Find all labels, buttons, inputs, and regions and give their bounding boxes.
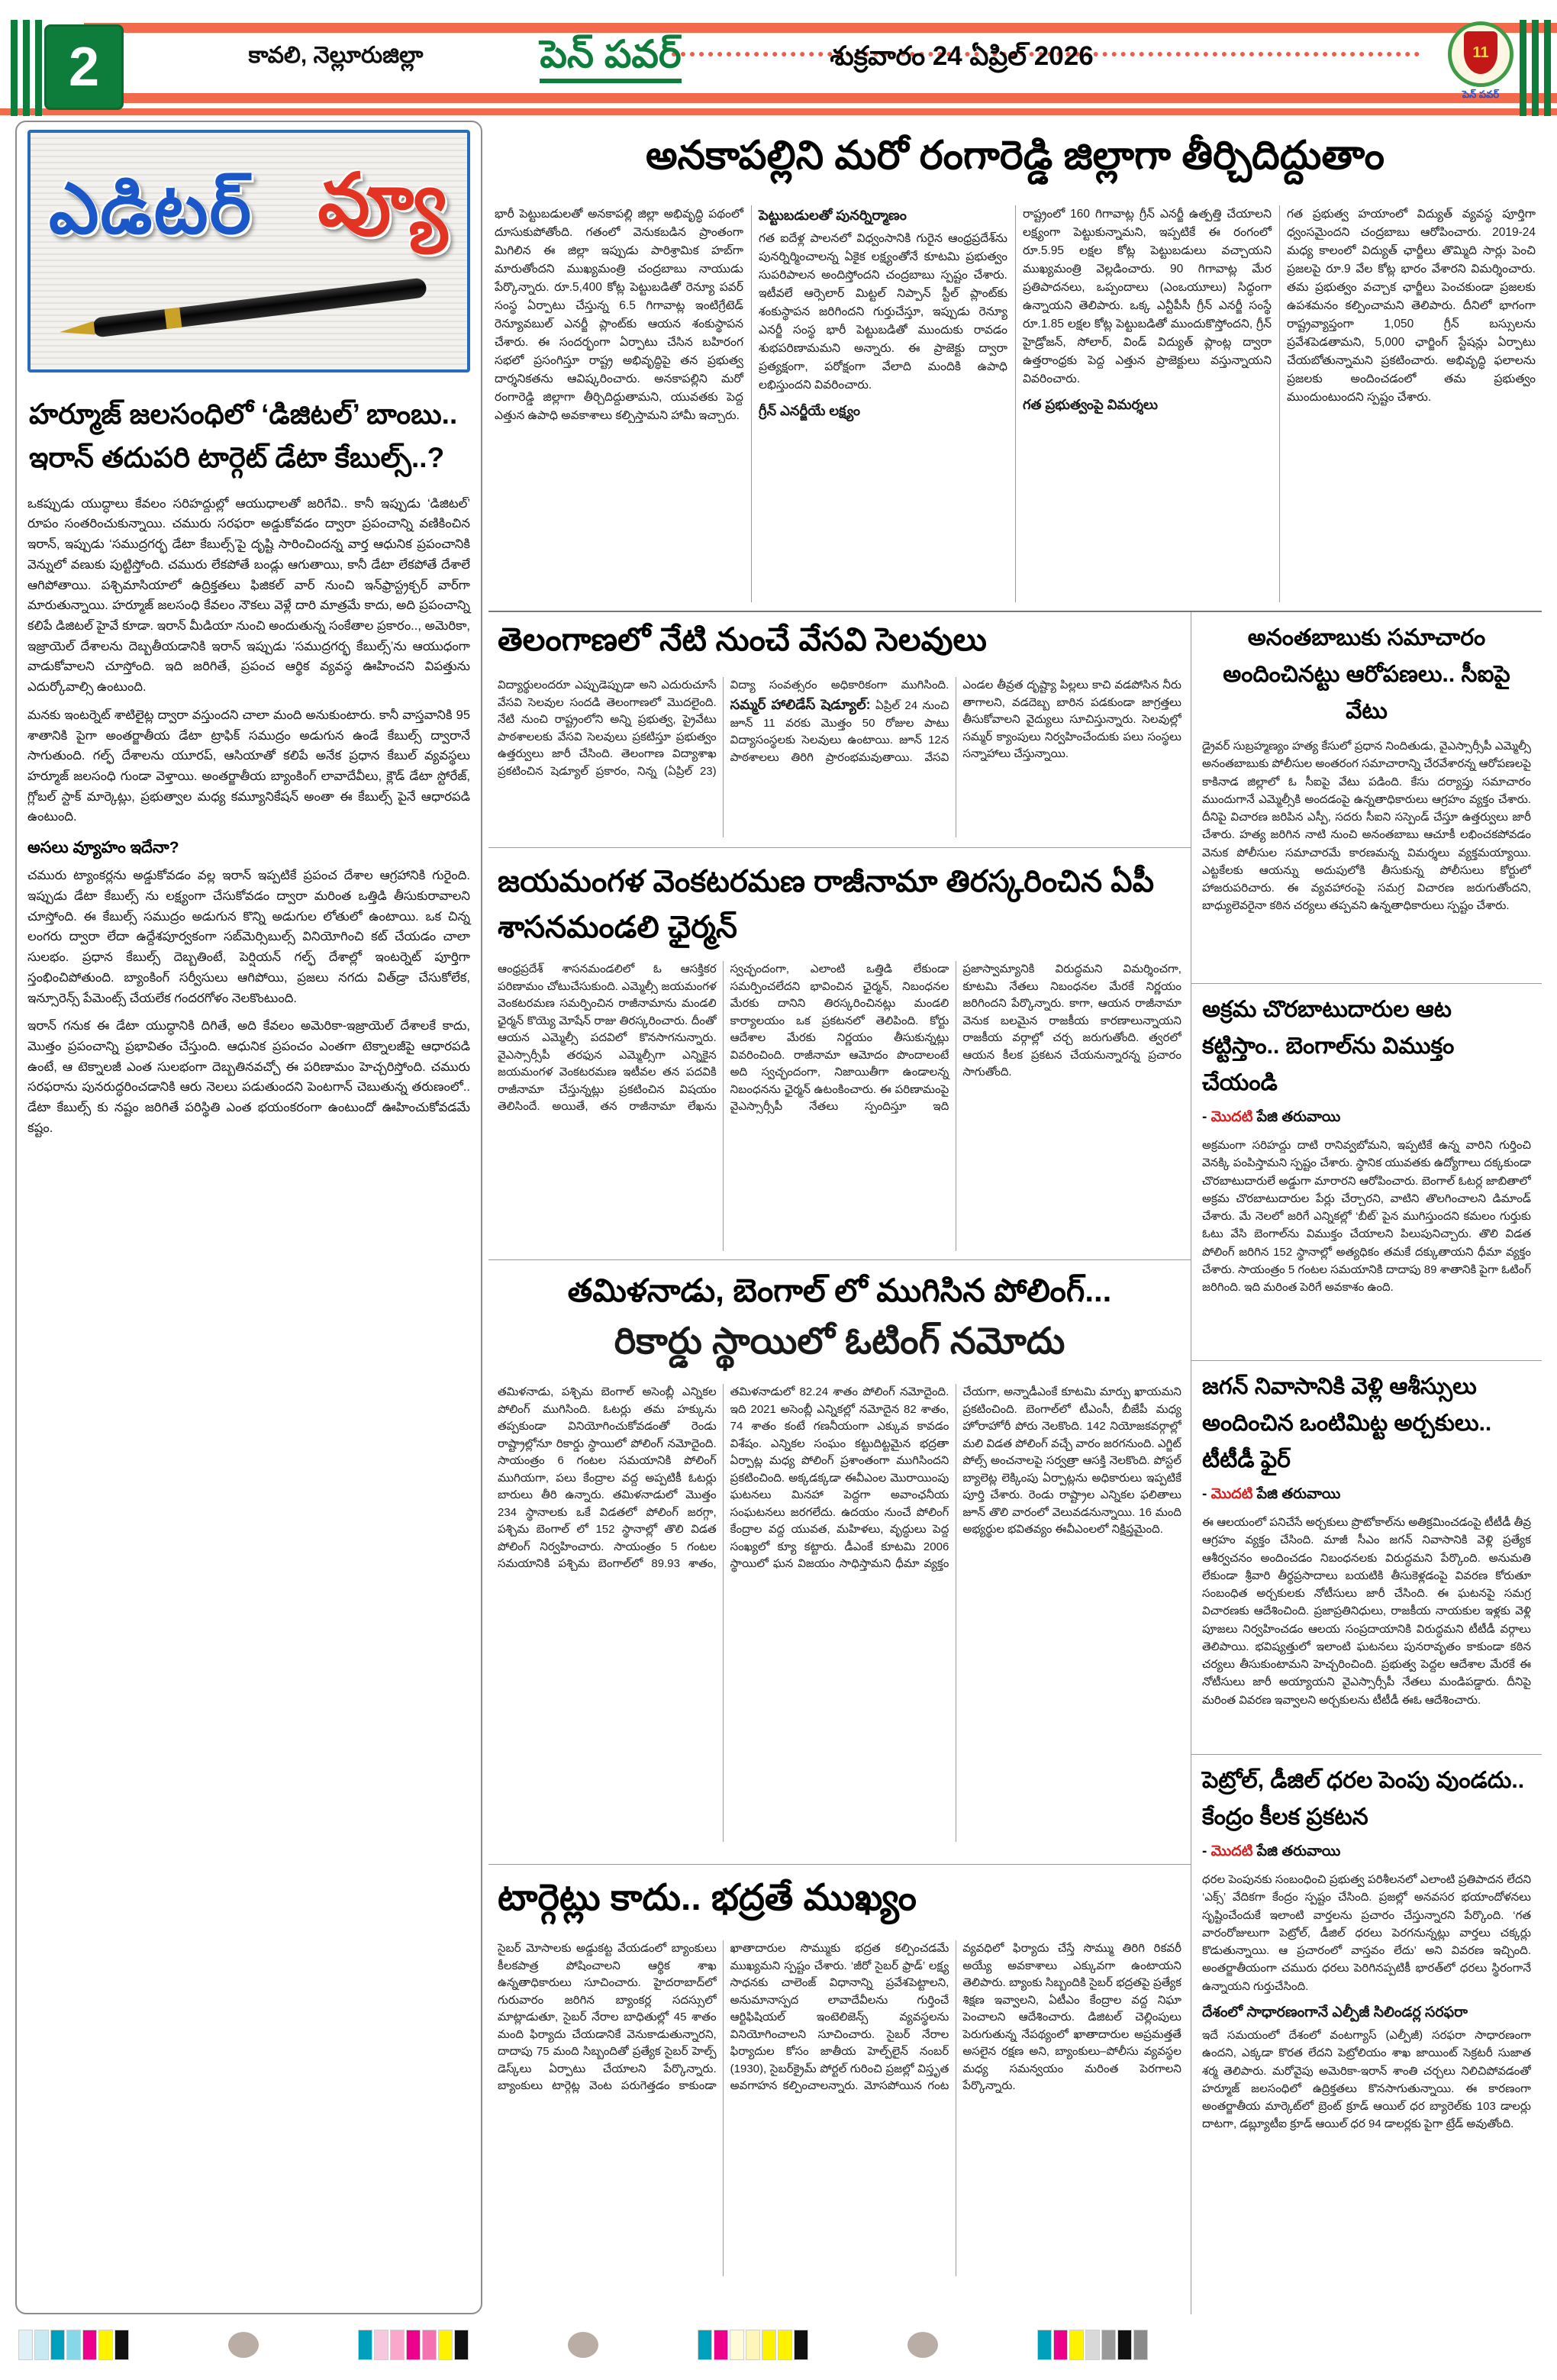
color-swatch: [34, 2330, 49, 2360]
color-swatch: [390, 2330, 405, 2360]
article-headline-line-1: తమిళనాడు, బెంగాల్ లో ముగిసిన పోలింగ్...: [567, 1272, 1112, 1308]
color-swatch: [714, 2330, 728, 2360]
editorial-subhead: అసలు వ్యూహం ఇదేనా?: [27, 839, 179, 857]
color-swatch: [1101, 2330, 1116, 2360]
schedule-label: సమ్మర్ హాలిడేస్ షెడ్యూల్:: [730, 696, 871, 712]
color-swatch: [358, 2330, 372, 2360]
color-swatch: [730, 2330, 744, 2360]
rail-headline: జగన్ నివాసానికి వెళ్లి ఆశీస్సులు అందించిన ఒంటిమిట్ట అర్చకులు.. టీటీడీ ఫైర్: [1202, 1374, 1492, 1472]
rail-paragraph: ధరల పెంపునకు సంబంధించి ప్రభుత్వ పరిశీలనలో ఎలాంటి ప్రతిపాదన లేదని ‘ఎక్స్’ వేదికగా కేంద్రం స్పష్టం చేసింది. ప్రజల్లో అనవసర భయాందోళనలు సృష్టించేందుకే ఇలాంటి వార్తలను ప్రచారం చేస్తున్నారని పేర్కొంది. ‘గత వారంరోజులుగా పెట్రోల్, డీజిల్ ధరలు పెరగనున్నట్లు వార్తలు చక్కర్లు కొడుతున్నాయి. ఆ ప్రచారంలో వాస్తవం లేదు’ అని వివరణ ఇచ్చింది. అంతర్జాతీయంగా చమురు ధరలు పెరిగినప్పటికీ భారత్‌లో ధరలు స్థిరంగానే ఉన్నాయని గుర్తుచేసింది.: [1202, 1873, 1531, 1993]
editorial-body: [27, 494, 470, 1139]
edition-date: శుక్రవారం 24 ఏప్రిల్ 2026: [830, 41, 1094, 71]
color-bar-group: [358, 2330, 469, 2360]
registration-blob: [228, 2332, 259, 2358]
logo-label: పెన్ పవర్: [1462, 89, 1500, 100]
color-swatch: [438, 2330, 453, 2360]
logo-wreath-icon: [1448, 21, 1513, 87]
color-bar-group: [1037, 2330, 1148, 2360]
continued-from-page-one: - మొదటి పేజి తరువాయి: [1202, 1486, 1341, 1502]
masthead-rule-bottom-2: [0, 108, 1557, 115]
masthead-rule-bottom: [84, 93, 1557, 103]
editor-banner-word-1: ఎడిటర్: [49, 170, 253, 248]
color-swatch: [454, 2330, 469, 2360]
editor-banner-word-2: వ్యూ: [318, 160, 447, 241]
article-paragraph: సైబర్ మోసాలకు అడ్డుకట్ట వేయడంలో బ్యాంకులు కీలకపాత్ర పోషించాలని ఆర్థిక శాఖ ఉన్నతాధికారులు సూచించారు. హైదరాబాద్‌లో గురువారం జరిగిన బ్యాంకర్ల సదస్సులో మాట్లాడుతూ, సైబర్ నేరాల బాధితుల్లో 45 శాతం మంది ఫిర్యాదు చేయడానికే వెనుకాడుతున్నారని, దాదాపు 75 మంది సిబ్బందితో ప్రత్యేక సైబర్ హెల్ప్ డెస్క్‌లు ఏర్పాటు చేయాలని పేర్కొన్నారు. బ్యాంకులు టార్గెట్ల వెంట పరుగెత్తడం కాకుండా ఖాతాదారుల సొమ్ముకు భద్రత కల్పించడమే ముఖ్యమని స్పష్టం చేశారు. ‘జీరో సైబర్ ఫ్రాడ్’ లక్ష్య సాధనకు చాలెంజ్ విధానాన్ని ప్రవేశపెట్టాలని, అనుమానాస్పద లావాదేవీలను గుర్తించే ఆర్టిఫిషియల్ ఇంటెలిజెన్స్ వ్యవస్థలను వినియోగించాలని సూచించారు. సైబర్ నేరాల ఫిర్యాదుల కోసం జాతీయ హెల్ప్‌లైన్ నంబర్ (1930), సైబర్‌క్రైమ్ పోర్టల్ గురించి ప్రజల్లో విస్తృత అవగాహన కల్పించాలన్నారు. మోసపోయిన గంట వ్యవధిలో ఫిర్యాదు చేస్తే సొమ్ము తిరిగి రికవరీ అయ్యే అవకాశాలు ఎక్కువగా ఉంటాయని తెలిపారు. బ్యాంకు సిబ్బందికి సైబర్ భద్రతపై ప్రత్యేక శిక్షణ ఇవ్వాలని, ఏటీఎం కేంద్రాల వద్ద నిఘా పెంచాలని ఆదేశించారు. డిజిటల్ చెల్లింపులు పెరుగుతున్న నేపథ్యంలో ఖాతాదారుల అప్రమత్తతే అసలైన రక్షణ అని, బ్యాంకులు–పోలీసు వ్యవస్థల మధ్య సమన్వయం మరింత పెరగాలని పేర్కొన్నారు.: [498, 1942, 1181, 2092]
color-bar-group: [18, 2330, 129, 2360]
rail-body: ఈ ఆలయంలో పనిచేసే అర్చకులు ప్రొటోకాల్‌ను అతిక్రమించడంపై టీటీడీ తీవ్ర ఆగ్రహం వ్యక్తం చేసింది. మాజీ సీఎం జగన్ నివాసానికి వెళ్లి ప్రత్యేక ఆశీర్వచనం అందించడం నిబంధనలకు విరుద్ధమని పేర్కొంది. అనుమతి లేకుండా శ్రీవారి తీర్థప్రసాదాలు బయటికి తీసుకెళ్లడంపై వివరణ కోరుతూ సంబంధిత అర్చకులకు నోటీసులు జారీ చేసింది. ఈ ఘటనపై సమగ్ర విచారణకు ఆదేశించింది. ప్రజాప్రతినిధులు, రాజకీయ నాయకుల ఇళ్లకు వెళ్లి పూజలు నిర్వహించడం ఆలయ సంప్రదాయానికి విరుద్ధమని టీటీడీ వర్గాలు తెలిపాయి. భవిష్యత్తులో ఇలాంటి ఘటనలు పునరావృతం కాకుండా కఠిన చర్యలు తీసుకుంటామని హెచ్చరించింది. ప్రభుత్వ పెద్దల ఆదేశాల మేరకే ఈ నోటీసులు జారీ అయ్యాయని వైఎస్సార్సీపీ నేతలు మండిపడ్డారు. దీనిపై మరింత వివరణ ఇవ్వాలని అర్చకులను టీటీడీ ఈఓ ఆదేశించారు.: [1202, 1516, 1531, 1707]
color-swatch: [18, 2330, 33, 2360]
continued-red-word: మొదటి: [1210, 1486, 1253, 1502]
lead-subhead-3: గత ప్రభుత్వంపై విమర్శలు: [1023, 397, 1159, 413]
rail-subhead: దేశంలో సాధారణంగానే ఎల్పీజీ సిలిండర్ల సరఫరా: [1202, 2004, 1468, 2020]
article-paragraph: ఏప్రిల్ 24 నుంచి జూన్ 11 వరకు మొత్తం 50 రోజుల పాటు విద్యాసంస్థలకు సెలవులు ఉంటాయి. జూన్ 12న పాఠశాలలు తిరిగి ప్రారంభమవుతాయి. వేసవి ఎండల తీవ్రత దృష్ట్యా పిల్లలు కాచి వడపోసిన నీరు తాగాలని, వడదెబ్బ బారిన పడకుండా జాగ్రత్తలు తీసుకోవాలని వైద్యులు సూచిస్తున్నారు. సెలవుల్లో సమ్మర్ క్యాంపులు నిర్వహించేందుకు పలు సంస్థలు సన్నాహాలు చేస్తున్నాయి.: [730, 679, 1181, 764]
article-polling-record: [488, 1259, 1191, 1864]
rail-body: అక్రమంగా సరిహద్దు దాటి రానివ్వబోమని, ఇప్పటికే ఉన్న వారిని గుర్తించి వెనక్కి పంపిస్తామని స్పష్టం చేశారు. స్థానిక యువతకు ఉద్యోగాలు దక్కకుండా చొరబాటుదారులే అడ్డుగా మారారని ఆరోపించారు. బెంగాల్ ఓటర్ల జాబితాలో అక్రమ చొరబాటుదారుల పేర్లు చేర్చారని, వాటిని తొలగించాలని డిమాండ్ చేశారు. మే నెలలో జరిగే ఎన్నికల్లో ‘బీట్’ పైన ముగిస్తుందని కమలం గుర్తుకు ఓటు వేసి బెంగాల్‌ను విముక్తం చేయాలని పిలుపునిచ్చారు. తొలి విడత పోలింగ్ జరిగిన 152 స్థానాల్లో అత్యధికం తమకే దక్కుతాయని ధీమా వ్యక్తం చేశారు. సాయంత్రం 5 గంటల సమయానికి దాదాపు 89 శాతానికి పైగా ఓటింగ్ జరిగింది. ఇది మరింత పెరిగే అవకాశం ఉంది.: [1202, 1139, 1531, 1294]
color-swatch: [762, 2330, 776, 2360]
article-body: [498, 961, 1181, 1251]
lead-subhead-1: పెట్టుబడులతో పునర్నిర్మాణం: [759, 208, 907, 223]
continued-red-word: మొదటి: [1210, 1109, 1253, 1125]
color-swatch: [1037, 2330, 1052, 2360]
lead-paragraph: గత ప్రభుత్వ హయాంలో విద్యుత్ వ్యవస్థ పూర్తిగా ధ్వంసమైందని చంద్రబాబు ఆరోపించారు. 2019-24 మధ్య కాలంలో విద్యుత్ ఛార్జీలు తొమ్మిది సార్లు పెంచి ప్రజలపై రూ.9 వేల కోట్ల భారం వేశారని విమర్శించారు. తమ ప్రభుత్వం వచ్చాక ఛార్జీలు పెంచకుండా ప్రజలకు ఉపశమనం కల్పించామని తెలిపారు. దీనిలో భాగంగా రాష్ట్రవ్యాప్తంగా 1,050 గ్రీన్ బస్సులను ప్రవేశపెడతామని, 5,000 ఛార్జింగ్ స్టేషన్లు ఏర్పాటు చేయబోతున్నామని ప్రకటించారు. అభివృద్ధి ఫలాలను ప్రజలకు అందించడంలో తమ ప్రభుత్వం ముందుంటుందని స్పష్టం చేశారు.: [1287, 208, 1536, 405]
lead-paragraph: గత ఐదేళ్ల పాలనలో విధ్వంసానికి గురైన ఆంధ్రప్రదేశ్‌ను పునర్నిర్మించాలన్న ఏకైక లక్ష్యంతోనే కూటమి ప్రభుత్వం సుపరిపాలన అందిస్తోందని చంద్రబాబు స్పష్టం చేశారు. ఇటీవలే ఆర్సెలార్ మిట్టల్ నిప్పాన్ స్టీల్ ప్లాంట్‌కు శంకుస్థాపన జరిగిందని గుర్తుచేస్తూ, ఇప్పుడు రెన్యూ ఎనర్జీ సంస్థ భారీ పెట్టుబడితో ముందుకు రావడం శుభపరిణామమని అన్నారు. ఈ ప్రాజెక్టు ద్వారా ప్రత్యక్షంగా, పరోక్షంగా వేలాది మందికి ఉపాధి లభిస్తుందని వివరించారు.: [759, 231, 1007, 392]
lead-body: [495, 205, 1536, 602]
color-swatch: [66, 2330, 81, 2360]
masthead: [0, 20, 1557, 116]
logo-shield-icon: [1464, 31, 1497, 74]
editorial-paragraph: ఒకప్పుడు యుద్ధాలు కేవలం సరిహద్దుల్లో ఆయుధాలతో జరిగేవి.. కానీ ఇప్పుడు ‘డిజిటల్’ రూపం సంతరించుకున్నాయి. చమురు సరఫరా అడ్డుకోవడం ద్వారా ప్రపంచాన్ని వణికించిన ఇరాన్, ఇప్పుడు ‘సముద్రగర్భ డేటా కేబుల్స్’పై దృష్టి సారించిందన్న వార్త ఆధునిక ప్రపంచానికి వెన్నులో వణుకు పుట్టిస్తోంది. చమురు లేకపోతే బండ్లు ఆగుతాయి, కానీ డేటా లేకపోతే దేశాలే ఆగిపోతాయి. పశ్చిమాసియాలో ఉద్రిక్తతలు ఫిజికల్ వార్ నుంచి ఇన్‌ఫ్రాస్ట్రక్చర్ వార్‌గా మారుతున్నాయి. హర్మూజ్ జలసంధి కేవలం నౌకలు వెళ్లే దారి మాత్రమే కాదు, అది ప్రపంచాన్ని కలిపే డిజిటల్ హైవే కూడా. ఇరాన్ మీడియా నుంచి అందుతున్న సంకేతాల ప్రకారం.., అమెరికా, ఇజ్రాయెల్ దేశాలను దెబ్బతీయడానికి ఇరాన్ ఇప్పుడు ‘సముద్రగర్భ కేబుల్స్’ను ఆయుధంగా వాడుకోవాలని చూస్తోంది. ఇది జరిగితే, ప్రపంచ ఆర్థిక వ్యవస్థ ఊహించని విపత్తును ఎదుర్కోవాల్సి ఉంటుంది.: [27, 496, 470, 695]
lower-section: [488, 611, 1542, 2314]
rail-paragraph: ఇదే సమయంలో దేశంలో వంటగ్యాస్ (ఎల్పీజీ) సరఫరా సాధారణంగా ఉందని, ఎక్కడా కొరత లేదని పెట్రోలియం శాఖ జాయింట్ సెక్రటరీ సుజాత శర్మ తెలిపారు. మరోవైపు అమెరికా-ఇరాన్ శాంతి చర్చలు నిలిచిపోవడంతో హర్మూజ్ జలసంధిలో ఉద్రిక్తతలు కొనసాగుతున్నాయి. ఈ కారణంగా అంతర్జాతీయ మార్కెట్‌లో బ్రెంట్ క్రూడ్ ఆయిల్ ధర బ్యారెల్‌కు 103 డాలర్లు దాటగా, డబ్ల్యూటీఐ క్రూడ్ ఆయిల్ ధర 94 డాలర్లకు పైగా ట్రేడ్ అవుతోంది.: [1202, 2029, 1531, 2131]
article-headline: తెలంగాణలో నేటి నుంచే వేసవి సెలవులు: [498, 621, 987, 657]
color-swatch: [1085, 2330, 1100, 2360]
color-swatch: [1069, 2330, 1084, 2360]
article-jayamangala-resignation: [488, 847, 1191, 1259]
rail-headline: పెట్రోల్, డీజిల్ ధరల పెంపు వుండదు.. కేంద్రం కీలక ప్రకటన: [1202, 1768, 1525, 1830]
lead-article: [488, 121, 1542, 611]
continued-from-page-one: - మొదటి పేజి తరువాయి: [1202, 1109, 1341, 1125]
article-body: [498, 1384, 1181, 1842]
color-swatch: [114, 2330, 129, 2360]
editorial-paragraph: మనకు ఇంటర్నెట్ శాటిలైట్ల ద్వారా వస్తుందని చాలా మంది అనుకుంటారు. కానీ వాస్తవానికి 95 శాతానికి పైగా అంతర్జాతీయ డేటా ట్రాఫిక్ సముద్రం అడుగున ఉండే కేబుల్స్ ద్వారానే సాగుతుంది. గల్ఫ్ దేశాలను యూరప్, ఆసియాతో కలిపే అనేక ప్రధాన కేబుల్ వ్యవస్థలు హర్మూజ్ జలసంధి గుండా వెళ్తాయి. అంతర్జాతీయ బ్యాంకింగ్ లావాదేవీలు, క్లౌడ్ డేటా స్టోరేజ్, గ్లోబల్ స్టాక్ మార్కెట్లు, ప్రభుత్వాల మధ్య కమ్యూనికేషన్ అంతా ఈ కేబుల్స్ పైనే ఆధారపడి ఉంటుంది.: [27, 708, 470, 824]
color-swatch: [1133, 2330, 1148, 2360]
color-swatch: [1053, 2330, 1068, 2360]
article-paragraph: విద్యార్థులందరూ ఎప్పుడెప్పుడా అని ఎదురుచూసే వేసవి సెలవుల సందడి తెలంగాణలో మొదలైంది. నేటి నుంచి రాష్ట్రంలోని అన్ని ప్రభుత్వ, ప్రైవేటు పాఠశాలలకు వేసవి సెలవులు ప్రకటిస్తూ ప్రభుత్వం ఉత్తర్వులు జారీ చేసింది. తెలంగాణ విద్యాశాఖ ప్రకటించిన షెడ్యూల్ ప్రకారం, నిన్న (ఏప్రిల్ 23) విద్యా సంవత్సరం అధికారికంగా ముగిసింది.: [498, 679, 949, 778]
rail-article-ttd-fire: [1191, 1360, 1542, 1754]
editor-view-banner: [27, 130, 470, 372]
rail-article-fuel-prices: [1191, 1754, 1542, 2314]
rail-body: [1202, 1871, 1531, 2133]
rail-headline: అక్రమ చొరబాటుదారుల ఆట కట్టిస్తాం.. బెంగాల్‌ను విముక్తం చేయండి: [1202, 997, 1455, 1095]
fountain-pen-icon: [92, 277, 427, 337]
color-swatch: [698, 2330, 712, 2360]
page-content: [15, 121, 1542, 2314]
editor-view-column: [15, 121, 482, 2314]
article-cyber-safety: [488, 1864, 1191, 2314]
article-headline-line-2: రికార్డు స్థాయిలో ఓటింగ్ నమోదు: [614, 1321, 1065, 1362]
rail-article-ci-suspension: [1191, 612, 1542, 983]
registration-blob: [568, 2332, 598, 2358]
edition-location: కావలి, నెల్లూరుజిల్లా: [248, 43, 424, 68]
article-body: [498, 1940, 1181, 2276]
color-swatch: [50, 2330, 65, 2360]
color-swatch: [98, 2330, 113, 2360]
logo-badge-number: 11: [1472, 44, 1489, 61]
color-swatch: [422, 2330, 437, 2360]
registration-blob: [907, 2332, 938, 2358]
print-marks: [18, 2330, 1148, 2360]
article-headline: టార్గెట్లు కాదు.. భద్రతే ముఖ్యం: [498, 1878, 917, 1918]
article-headline: జయమంగళ వెంకటరమణ రాజీనామా తిరస్కరించిన ఏపీ శాసనమండలి ఛైర్మన్: [498, 865, 1155, 944]
color-swatch: [82, 2330, 97, 2360]
lead-headline: అనకాపల్లిని మరో రంగారెడ్డి జిల్లాగా తీర్చిదిద్దుతాం: [645, 134, 1385, 178]
color-bar-group: [698, 2330, 808, 2360]
article-paragraph: ఆంధ్రప్రదేశ్ శాసనమండలిలో ఓ ఆసక్తికర పరిణామం చోటుచేసుకుంది. ఎమ్మెల్సీ జయమంగళ వెంకటరమణ సమర్పించిన రాజీనామాను మండలి ఛైర్మన్ కొయ్యె మోషేన్ రాజు తిరస్కరించారు. దీంతో ఆయన ఎమ్మెల్సీ పదవిలో కొనసాగనున్నారు. వైఎస్సార్సీపీ తరఫున ఎమ్మెల్సీగా ఎన్నికైన జయమంగళ వెంకటరమణ ఇటీవల తన పదవికి రాజీనామా చేస్తున్నట్లు ప్రకటించిన విషయం తెలిసిందే. అయితే, తన రాజీనామా లేఖను స్వచ్ఛందంగా, ఎలాంటి ఒత్తిడి లేకుండా సమర్పించలేదని భావించిన ఛైర్మన్, నిబంధనల మేరకు దానిని తిరస్కరించినట్లు మండలి కార్యాలయం ఒక ప్రకటనలో తెలిపింది. కోర్టు ఆదేశాల మేరకు నిర్ణయం తీసుకున్నట్లు వివరించింది. రాజీనామా ఆమోదం పొందాలంటే అది స్వచ్ఛందంగా, నిజాయితీగా ఉండాలన్న నిబంధనను ఛైర్మన్ ఉటంకించారు. ఈ పరిణామంపై వైఎస్సార్సీపీ నేతలు స్పందిస్తూ ఇది ప్రజాస్వామ్యానికి విరుద్ధమని విమర్శించగా, కూటమి నేతలు నిబంధనల మేరకే నిర్ణయం జరిగిందని పేర్కొన్నారు. కాగా, ఆయన రాజీనామా వెనుక బలమైన రాజకీయ కారణాలున్నాయని రాజకీయ వర్గాల్లో చర్చ జరుగుతోంది. త్వరలో ఆయన కీలక ప్రకటన చేయనున్నారన్న ప్రచారం సాగుతోంది.: [498, 963, 1181, 1113]
article-body: [498, 677, 1181, 837]
color-swatch: [1117, 2330, 1132, 2360]
lead-subhead-2: గ్రీన్ ఎనర్జీయే లక్ష్యం: [759, 403, 860, 419]
rail-article-bengal-infiltrators: [1191, 983, 1542, 1360]
article-paragraph: తమిళనాడు, పశ్చిమ బెంగాల్ అసెంబ్లీ ఎన్నికల పోలింగ్ ముగిసింది. ఓటర్లు తమ హక్కును తప్పకుండా వినియోగించుకోవడంతో రెండు రాష్ట్రాల్లోనూ రికార్డు స్థాయిలో పోలింగ్ నమోదైంది. సాయంత్రం 6 గంటల సమయానికి పోలింగ్ ముగియగా, పలు కేంద్రాల వద్ద అప్పటికీ ఓటర్లు బారులు తీరి ఉన్నారు. తమిళనాడులో మొత్తం 234 స్థానాలకు ఒకే విడతలో పోలింగ్ జరగ్గా, పశ్చిమ బెంగాల్ లో 152 స్థానాల్లో తొలి విడత పోలింగ్ నిర్వహించారు. సాయంత్రం 5 గంటల సమయానికి పశ్చిమ బెంగాల్‌లో 89.93 శాతం, తమిళనాడులో 82.24 శాతం పోలింగ్ నమోదైంది. ఇది 2021 అసెంబ్లీ ఎన్నికల్లో నమోదైన 82 శాతం, 74 శాతం కంటే గణనీయంగా ఎక్కువ కావడం విశేషం. ఎన్నికల సంఘం కట్టుదిట్టమైన భద్రతా ఏర్పాట్ల మధ్య పోలింగ్ ప్రశాంతంగా ముగిసిందని ప్రకటించింది. అక్కడక్కడా ఈవీఎంల మొరాయింపు ఘటనలు మినహా పెద్దగా అవాంఛనీయ సంఘటనలు జరగలేదు. ఉదయం నుంచే పోలింగ్ కేంద్రాల వద్ద యువత, మహిళలు, వృద్ధులు పెద్ద సంఖ్యలో క్యూ కట్టారు. డీఎంకే కూటమి 2006 స్థాయిలో ఘన విజయం సాధిస్తామని ధీమా వ్యక్తం చేయగా, అన్నాడీఎంకే కూటమి మార్పు ఖాయమని ప్రకటించింది. బెంగాల్‌లో టీఎంసీ, బీజేపీ మధ్య హోరాహోరీ పోరు నెలకొంది. 142 నియోజకవర్గాల్లో మలి విడత పోలింగ్ వచ్చే వారం జరగనుంది. ఎగ్జిట్ పోల్స్ అంచనాలపై సర్వత్రా ఆసక్తి నెలకొంది. పోస్టల్ బ్యాలెట్ల లెక్కింపు ఏర్పాట్లను అధికారులు ఇప్పటికే పూర్తి చేశారు. రెండు రాష్ట్రాల ఎన్నికల ఫలితాలు జూన్ తొలి వారంలో వెలువడనున్నాయి. 16 మంది అభ్యర్థుల భవితవ్యం ఈవీఎంలలో నిక్షిప్తమైంది.: [498, 1385, 1181, 1570]
color-swatch: [374, 2330, 388, 2360]
editorial-paragraph: ఇరాన్ గనుక ఈ డేటా యుద్ధానికి దిగితే, అది కేవలం అమెరికా-ఇజ్రాయెల్ దేశాలకే కాదు, మొత్తం ప్రపంచాన్ని ప్రభావితం చేస్తుంది. ఆధునిక ప్రపంచం ఎంతగా టెక్నాలజీపై ఆధారపడి ఉంటే, ఆ టెక్నాలజీ ఎంత సులభంగా దెబ్బతినవచ్చో ఈ పరిణామం హెచ్చరిస్తోంది. చమురు సరఫరాను పునరుద్ధరించడానికి ఆరు నెలలు పడుతుందని పెంటగాన్ చెబుతున్న తరుణంలో.. డేటా కేబుల్స్ కు నష్టం జరిగితే పరిస్థితి ఎంత భయంకరంగా ఉంటుందో ఊహించుకోవడమే కష్టం.: [27, 1019, 470, 1135]
lead-paragraph: రాష్ట్రంలో 160 గిగావాట్ల గ్రీన్ ఎనర్జీ ఉత్పత్తి చేయాలని లక్ష్యంగా పెట్టుకున్నామని, ఇప్పటికే ఈ రంగంలో రూ.5.95 లక్షల కోట్ల పెట్టుబడులు వచ్చాయని ముఖ్యమంత్రి వెల్లడించారు. 90 గిగావాట్ల మేర ప్రతిపాదనలు, ఒప్పందాలు (ఎంఒయూలు) సిద్ధంగా ఉన్నాయని తెలిపారు. ఒక్క ఎన్టీపీసీ గ్రీన్ ఎనర్జీ సంస్థే రూ.1.85 లక్షల కోట్ల పెట్టుబడితో ముందుకొస్తోందని, గ్రీన్ హైడ్రోజన్, సోలార్, విండ్ విద్యుత్ ప్లాంట్ల ద్వారా ఉత్తరాంధ్రకు పెద్ద ఎత్తున ప్రాజెక్టులు వస్తున్నాయని వివరించారు.: [1023, 208, 1272, 386]
rail-headline: అనంతబాబుకు సమాచారం అందించినట్టు ఆరోపణలు.. సీఐపై వేటు: [1223, 625, 1510, 724]
continued-red-word: మొదటి: [1210, 1843, 1253, 1859]
rail-body: డ్రైవర్ సుబ్రహ్మణ్యం హత్య కేసులో ప్రధాన నిందితుడు, వైఎస్సార్సీపీ ఎమ్మెల్సీ అనంతబాబుకు పోలీసుల అంతరంగ సమాచారాన్ని చేరవేశారన్న ఆరోపణలపై కాకినాడ జిల్లాలో ఓ సీఐపై వేటు పడింది. కేసు దర్యాప్తు సమాచారం ముందుగానే ఎమ్మెల్సీకి అందడంపై ఉన్నతాధికారులు ఆగ్రహం వ్యక్తం చేశారు. దీనిపై విచారణ జరిపిన ఎస్పీ, సదరు సీఐని సస్పెండ్ చేస్తూ ఉత్తర్వులు జారీ చేశారు. హత్య జరిగిన నాటి నుంచి అనంతబాబు ఆచూకీ లభించకపోవడం వెనుక పోలీసుల సమాచారమే కారణమన్న విమర్శలు వ్యక్తమయ్యాయి. ఎట్టకేలకు ఆయన్ను అదుపులోకి తీసుకున్న పోలీసులు కోర్టులో హాజరుపరిచారు. ఈ వ్యవహారంపై సమగ్ర విచారణ జరుగుతోందని, బాధ్యులెవరైనా కఠిన చర్యలు తప్పవని ఉన్నతాధికారులు స్పష్టం చేశారు.: [1202, 740, 1531, 913]
newspaper-logo: [1441, 21, 1520, 114]
editorial-headline: హర్మూజ్ జలసంధిలో ‘డిజిటల్’ బాంబు.. ఇరాన్ తదుపరి టార్గెట్ డేటా కేబుల్స్..?: [29, 398, 458, 474]
editorial-paragraph: చమురు ట్యాంకర్లను అడ్డుకోవడం వల్ల ఇరాన్ ఇప్పటికే ప్రపంచ దేశాల ఆగ్రహానికి గురైంది. ఇప్పుడు డేటా కేబుల్స్ ను లక్ష్యంగా చేసుకోవడం ద్వారా మరింత ఒత్తిడి తీసుకురావాలని చూస్తోంది. ఈ కేబుల్స్ సముద్రం అడుగున కొన్ని అడుగుల లోతులో ఉంటాయి. ఒక చిన్న లంగరు ద్వారా లేదా ఉద్దేశపూర్వకంగా సబ్‌మెర్సిబుల్స్ వినియోగించి కట్ చేయడం చాలా సులభం. ప్రధాన కేబుల్స్ దెబ్బతింటే, పెర్షియన్ గల్ఫ్ దేశాల్లో ఇంటర్నెట్ పూర్తిగా స్తంభించిపోతుంది. బ్యాంకింగ్ సర్వీసులు ఆగిపోయి, ప్రజలు నగదు విత్‌డ్రా చేసుకోలేక, ఇన్సూరెన్స్ పేమెంట్స్ చేయలేక గందరగోళం నెలకొంటుంది.: [27, 869, 470, 1005]
page-number-box: [44, 24, 124, 110]
color-swatch: [778, 2330, 792, 2360]
color-swatch: [794, 2330, 808, 2360]
article-telangana-holidays: [488, 612, 1191, 847]
right-stripes-decoration: [1520, 20, 1551, 116]
lead-paragraph: భారీ పెట్టుబడులతో అనకాపల్లి జిల్లా అభివృద్ధి పథంలో దూసుకుపోతోంది. గతంలో వెనుకబడిన ప్రాంతంగా మిగిలిన ఈ జిల్లా ఇప్పుడు పారిశ్రామిక హబ్‌గా మారుతోందని ముఖ్యమంత్రి చంద్రబాబు నాయుడు పేర్కొన్నారు. రూ.5,400 కోట్ల పెట్టుబడితో రెన్యూ పవర్ సంస్థ ఏర్పాటు చేస్తున్న 6.5 గిగావాట్ల ఇంటిగ్రేటెడ్ రెన్యూవబుల్ ఎనర్జీ ప్లాంట్‌కు ఆయన శంకుస్థాపన చేశారు. ఈ సందర్భంగా ఏర్పాటు చేసిన బహిరంగ సభలో ప్రసంగిస్తూ రాష్ట్ర అభివృద్ధిపై తన ప్రభుత్వ దార్శనికతను ఆవిష్కరించారు. అనకాపల్లిని మరో రంగారెడ్డి జిల్లాగా తీర్చిదిద్దుతామని, యువతకు పెద్ద ఎత్తున ఉపాధి అవకాశాలు కల్పిస్తామని హామీ ఇచ్చారు.: [495, 208, 743, 423]
main-area: [488, 121, 1542, 2314]
left-stripes-decoration: [11, 20, 42, 116]
continued-from-page-one: - మొదటి పేజి తరువాయి: [1202, 1843, 1341, 1859]
color-swatch: [746, 2330, 760, 2360]
newspaper-title: పెన్ పవర్: [473, 32, 748, 86]
middle-column: [488, 612, 1191, 2314]
page-number: 2: [68, 37, 100, 98]
color-swatch: [406, 2330, 421, 2360]
right-rail: [1191, 612, 1542, 2314]
masthead-rule-top: [84, 23, 1557, 33]
